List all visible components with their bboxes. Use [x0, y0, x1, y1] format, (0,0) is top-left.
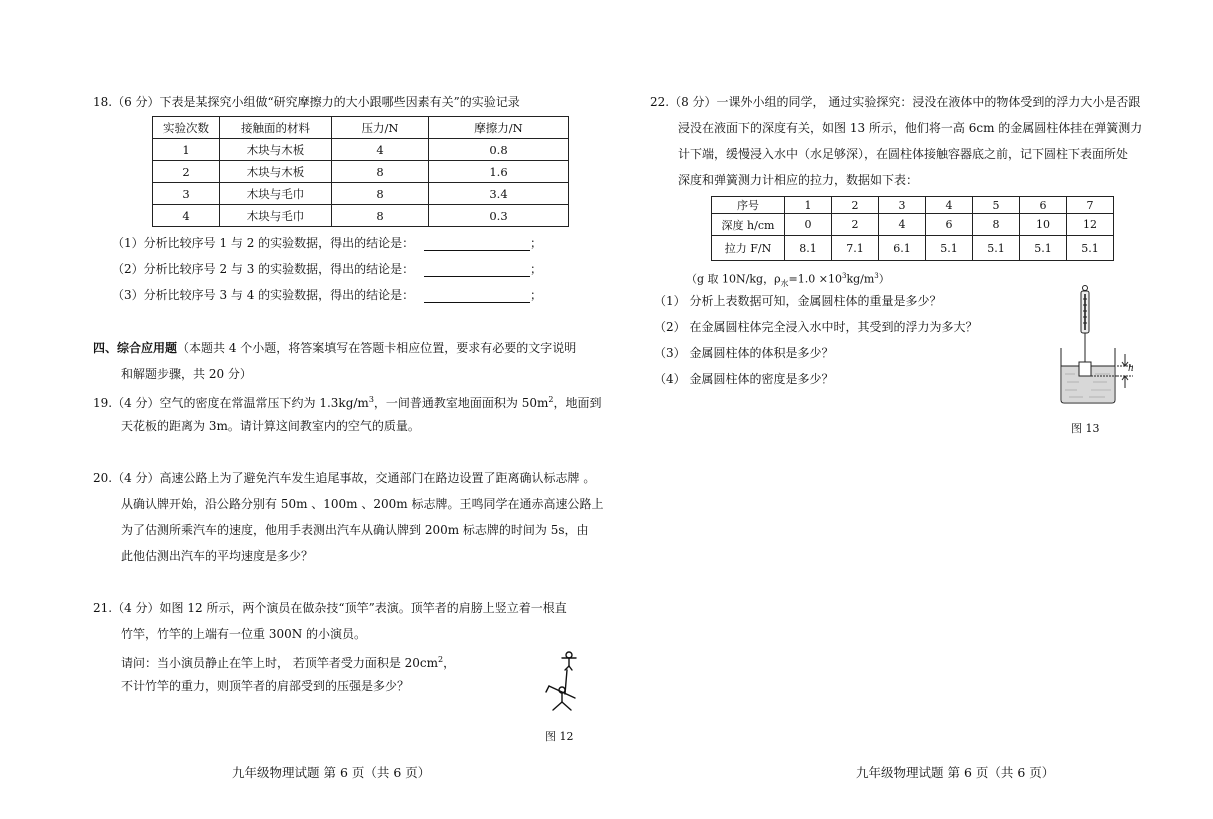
- table-cell: 12: [1067, 214, 1114, 236]
- q21-line-3: [121, 652, 455, 671]
- text: 请问：当小演员静止在竿上时， 若顶竿者受力面积是 20cm: [121, 656, 439, 670]
- text: （g 取 10N/kg，ρ: [686, 272, 781, 286]
- section-heading: 四、综合应用题: [93, 341, 178, 355]
- superscript: 3: [874, 272, 879, 280]
- sub-question-text: （3）分析比较序号 3 与 4 的实验数据，得出的结论是：: [112, 288, 415, 302]
- figure-12-acrobats-image: [535, 648, 587, 712]
- table-cell: 5.1: [973, 236, 1020, 261]
- table-row: [153, 183, 569, 205]
- superscript: 2: [548, 395, 554, 404]
- figure-13-apparatus-image: [1055, 284, 1137, 408]
- table-cell: 0: [785, 214, 832, 236]
- superscript: 3: [841, 272, 847, 280]
- table-cell: 4: [879, 214, 926, 236]
- table-cell: 5.1: [926, 236, 973, 261]
- sub-question-text: （1）分析比较序号 1 与 2 的实验数据，得出的结论是：: [112, 236, 415, 250]
- table-cell: 8: [973, 214, 1020, 236]
- answer-blank[interactable]: [424, 238, 530, 251]
- table-header: 实验次数: [153, 117, 220, 139]
- q18-sub-1: [112, 235, 542, 251]
- table-header: 摩擦力/N: [429, 117, 569, 139]
- left-page-footer: 九年级物理试题 第 6 页（共 6 页）: [232, 765, 431, 780]
- table-cell: 1: [153, 139, 220, 161]
- q19-line-1: [93, 392, 601, 411]
- table-header-row: [153, 117, 569, 139]
- q18-sub-3: [112, 287, 542, 303]
- table-cell: 7.1: [832, 236, 879, 261]
- q19-line-2: 天花板的距离为 3m。请计算这间教室内的空气的质量。: [121, 419, 420, 433]
- figure-13-h-label: h: [1128, 364, 1134, 374]
- q22-given: [686, 268, 890, 292]
- table-cell: 6: [1020, 197, 1067, 214]
- section4-desc-2: 和解题步骤，共 20 分）: [121, 367, 252, 381]
- text: 19.（4 分）空气的密度在常温常压下约为 1.3kg/m: [93, 396, 369, 410]
- q20-line-3: 为了估测所乘汽车的速度，他用手表测出汽车从确认牌到 200m 标志牌的时间为 5s，由: [121, 523, 589, 537]
- answer-blank[interactable]: [424, 264, 530, 277]
- table-row: [153, 139, 569, 161]
- table-cell: 0.8: [429, 139, 569, 161]
- table-cell: 1: [785, 197, 832, 214]
- text: =1.0 ×10: [788, 272, 842, 286]
- table-cell: 4: [153, 205, 220, 227]
- q21-line-1: 21.（4 分）如图 12 所示，两个演员在做杂技“顶竿”表演。顶竿者的肩膀上竖立着一根直: [93, 601, 567, 615]
- table-cell: 4: [926, 197, 973, 214]
- table-cell: 序号: [712, 197, 785, 214]
- q22-question-2: （2） 在金属圆柱体完全浸入水中时，其受到的浮力为多大？: [654, 320, 978, 334]
- q22-question-1: （1） 分析上表数据可知，金属圆柱体的重量是多少？: [654, 294, 942, 308]
- table-row: [153, 161, 569, 183]
- text: ，地面到: [553, 396, 602, 410]
- table-cell: 4: [332, 139, 429, 161]
- table-cell: 3: [153, 183, 220, 205]
- text: kg/m: [846, 272, 875, 286]
- q18-sub-2: [112, 261, 542, 277]
- q20-line-2: 从确认牌开始，沿公路分别有 50m 、100m 、200m 标志牌。王鸣同学在通赤高速公路上: [121, 497, 604, 511]
- table-cell: 5.1: [1067, 236, 1114, 261]
- table-cell: 木块与木板: [220, 139, 332, 161]
- table-header: 压力/N: [332, 117, 429, 139]
- table-cell: 10: [1020, 214, 1067, 236]
- section-desc: （本题共 4 个小题，将答案填写在答题卡相应位置，要求有必要的文字说明: [177, 341, 577, 355]
- figure-12-caption: 图 12: [545, 730, 574, 743]
- right-page-footer: 九年级物理试题 第 6 页（共 6 页）: [856, 765, 1055, 780]
- table-cell: 木块与木板: [220, 161, 332, 183]
- table-cell: 6: [926, 214, 973, 236]
- q21-line-4: 不计竹竿的重力，则顶竿者的肩部受到的压强是多少？: [121, 679, 410, 693]
- q18-table: [152, 116, 569, 227]
- table-cell: 6.1: [879, 236, 926, 261]
- table-row: [712, 236, 1114, 261]
- q22-line-2: 浸没在液面下的深度有关，如图 13 所示，他们将一高 6cm 的金属圆柱体挂在弹簧测力: [678, 121, 1143, 135]
- table-cell: 0.3: [429, 205, 569, 227]
- table-row: [712, 214, 1114, 236]
- superscript: 2: [438, 655, 444, 664]
- text: ）: [878, 272, 890, 286]
- superscript: 3: [368, 395, 374, 404]
- section4-header: [93, 340, 576, 356]
- q18-title: 18.（6 分）下表是某探究小组做“研究摩擦力的大小跟哪些因素有关”的实验记录: [93, 95, 520, 109]
- table-cell: 8.1: [785, 236, 832, 261]
- answer-blank[interactable]: [424, 290, 530, 303]
- table-row: [153, 205, 569, 227]
- text: ，: [443, 656, 456, 670]
- table-cell: 8: [332, 205, 429, 227]
- semicolon: ；: [530, 236, 543, 250]
- table-cell: 8: [332, 183, 429, 205]
- table-cell: 8: [332, 161, 429, 183]
- table-cell: 7: [1067, 197, 1114, 214]
- table-cell: 2: [832, 197, 879, 214]
- figure-13-caption: 图 13: [1071, 422, 1100, 435]
- q22-line-3: 计下端，缓慢浸入水中（水足够深），在圆柱体接触容器底之前，记下圆柱下表面所处: [678, 147, 1129, 161]
- table-cell: 2: [153, 161, 220, 183]
- table-cell: 5.1: [1020, 236, 1067, 261]
- table-cell: 3: [879, 197, 926, 214]
- table-cell: 1.6: [429, 161, 569, 183]
- table-row: [712, 197, 1114, 214]
- table-cell: 5: [973, 197, 1020, 214]
- q20-line-4: 此他估测出汽车的平均速度是多少？: [121, 549, 314, 563]
- q22-line-1: 22.（8 分）一课外小组的同学， 通过实验探究：浸没在液体中的物体受到的浮力大小是否跟: [650, 95, 1141, 109]
- semicolon: ；: [530, 262, 543, 276]
- subscript: 水: [780, 278, 789, 288]
- table-cell: 3.4: [429, 183, 569, 205]
- semicolon: ；: [530, 288, 543, 302]
- table-cell: 深度 h/cm: [712, 214, 785, 236]
- q20-line-1: 20.（4 分）高速公路上为了避免汽车发生追尾事故，交通部门在路边设置了距离确认标志牌 。: [93, 471, 596, 485]
- q22-question-3: （3） 金属圆柱体的体积是多少？: [654, 346, 834, 360]
- text: ，一间普通教室地面面积为 50m: [373, 396, 549, 410]
- q21-line-2: 竹竿，竹竿的上端有一位重 300N 的小演员。: [121, 627, 367, 641]
- table-cell: 2: [832, 214, 879, 236]
- q22-question-4: （4） 金属圆柱体的密度是多少？: [654, 372, 834, 386]
- table-header: 接触面的材料: [220, 117, 332, 139]
- table-cell: 木块与毛巾: [220, 183, 332, 205]
- table-cell: 拉力 F/N: [712, 236, 785, 261]
- q22-line-4: 深度和弹簧测力计相应的拉力，数据如下表：: [678, 173, 919, 187]
- table-cell: 木块与毛巾: [220, 205, 332, 227]
- q22-table: [711, 196, 1114, 261]
- sub-question-text: （2）分析比较序号 2 与 3 的实验数据，得出的结论是：: [112, 262, 415, 276]
